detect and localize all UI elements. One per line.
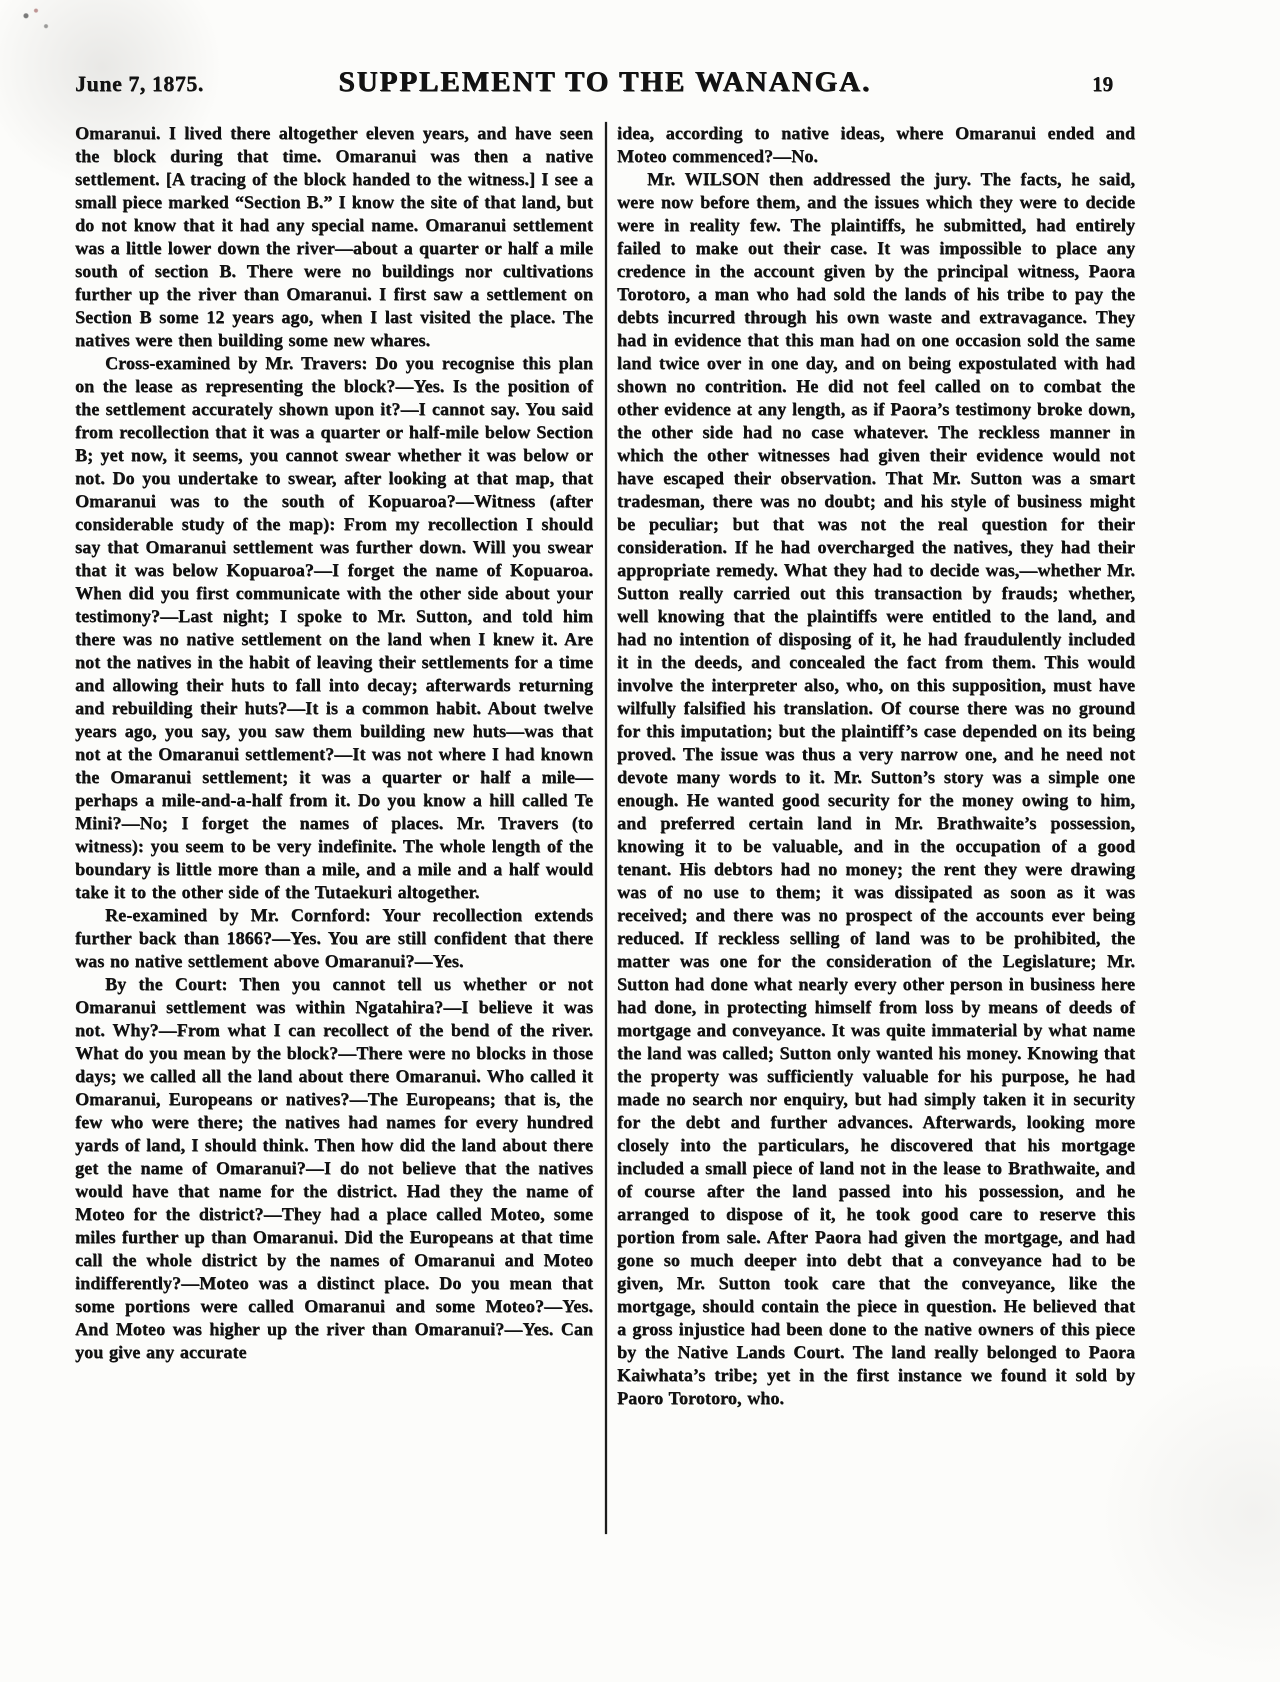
page-title: SUPPLEMENT TO THE WANANGA. (338, 66, 872, 98)
article-body (75, 122, 1135, 1534)
paragraph-cross-examination: Cross-examined by Mr. Travers: Do you recognise this plan on the lease as representing the block?—Yes. Is the position of the settlement accurately shown upon it?—I cannot say. You said from recollection that it was a quarter or half-mile below Section B; yet now, it seems, you cannot swear whether it was below or not. Do you undertake to swear, after looking at that map, that Omaranui was to the south of Kopuaroa?—Witness (after considerable study of the map): From my recollection I should say that Omaranui settlement was further down. Will you swear that it was below Kopuaroa?—I forget the name of Kopuaroa. When did you first communicate with the other side about your testimony?—Last night; I spoke to Mr. Sutton, and told him there was no native settlement on the land when I knew it. Are not the natives in the habit of leaving their settlements for a time and allowing their huts to fall into decay; afterwards returning and rebuilding their huts?—It is a common habit. About twelve years ago, you say, you saw them building new huts—was that not at the Omaranui settlement?—It was not where I had known the Omaranui settlement; it was a quarter or half a mile—perhaps a mile-and-a-half from it. Do you know a hill called Te Mini?—No; I forget the names of places. Mr. Travers (to witness): you seem to be very indefinite. The whole length of the boundary is little more than a mile, and a mile and a half would take it to the other side of the Tutaekuri altogether. (75, 353, 593, 902)
paragraph-wilson-address: Mr. WILSON then addressed the jury. The facts, he said, were now before them, and the issues which they were to decide were in reality few. The plaintiffs, he submitted, had entirely failed to make out their case. It was impossible to place any credence in the account given by the principal witness, Paora Torotoro, a man who had sold the lands of his tribe to pay the debts incurred through his own waste and extravagance. They had in evidence that this man had on one occasion sold the same land twice over in one day, and on being expostulated with had shown no contrition. He did not feel called on to combat the other evidence at any length, as if Paora’s testimony broke down, the other side had no case whatever. The reckless manner in which the other witnesses had given their evidence would not have escaped their observation. That Mr. Sutton was a smart tradesman, there was no doubt; and his style of business might be peculiar; but that was not the real question for their consideration. If he had overcharged the natives, they had their appropriate remedy. What they had to decide was,—whether Mr. Sutton really carried out this transaction by frauds; whether, well knowing that the plaintiffs were entitled to the land, and had no intention of disposing of it, he had fraudulently included it in the deeds, and concealed the fact from them. This would involve the interpreter also, who, on this supposition, must have wilfully falsified his translation. Of course there was no ground for this imputation; but the plaintiff’s case depended on its being proved. The issue was thus a very narrow one, and he need not devote many words to it. Mr. Sutton’s story was a simple one enough. He wanted good security for the money owing to him, and preferred certain land in Mr. Brathwaite’s possession, knowing it to be valuable, and in the occupation of a good tenant. His debtors had no money; the rent they were drawing was of no use to them; it was dissipated as soon as it was received; and there was no prospect of the accounts ever being reduced. If reckless selling of land was to be prohibited, the matter was one for the consideration of the Legislature; Mr. Sutton had done what nearly every other person in business here had done, in protecting himself from loss by means of deeds of mortgage and conveyance. It was quite immaterial by what name the land was called; Sutton only wanted his money. Knowing that the property was sufficiently valuable for his purpose, he had made no search nor enquiry, but had simply taken it in security for the debt and further advances. Afterwards, looking more closely into the particulars, he discovered that his mortgage included a small piece of land not in the lease to Brathwaite, and of course after the land passed into his possession, and he arranged to dispose of it, he took good care to reserve this portion from sale. After Paora had given the mortgage, and had gone so much deeper into debt that a conveyance had to be given, Mr. Sutton took care that the conveyance, like the mortgage, should contain the piece in question. He believed that a gross injustice had been done to the native owners of this piece by the Native Lands Court. The land really belonged to Paora Kaiwhata’s tribe; yet in the first instance we found it sold by Paoro Torotoro, who. (617, 169, 1135, 1408)
left-column (75, 122, 593, 1534)
issue-date: June 7, 1875. (75, 71, 204, 96)
paragraph-by-the-court: By the Court: Then you cannot tell us whether or not Omaranui settlement was within Ngatahira?—I believe it was not. Why?—From what I can recollect of the bend of the river. What do you mean by the block?—There were no blocks in those days; we called all the land about there Omaranui. Who called it Omaranui, Europeans or natives?—The Europeans; that is, the few who were there; the natives had names for every hundred yards of land, I should think. Then how did the land about there get the name of Omaranui?—I do not believe that the natives would have that name for the district. Had they the name of Moteo for the district?—They had a place called Moteo, some miles further up than Omaranui. Did the Europeans at that time call the whole district by the names of Omaranui and Moteo indifferently?—Moteo was a distinct place. Do you mean that some portions were called Omaranui and some Moteo?—Yes. And Moteo was higher up the river than Omaranui?—Yes. Can you give any accurate (75, 974, 593, 1362)
paragraph-witness-testimony: Omaranui. I lived there altogether eleven years, and have seen the block during that time. Omaranui was then a native settlement. [A tracing of the block handed to the witness.] I see a small piece marked “Section B.” I know the site of that land, but do not know that it had any special name. Omaranui settlement was a little lower down the river—about a quarter or half a mile south of section B. There were no buildings nor cultivations further up the river than Omaranui. I first saw a settlement on Section B some 12 years ago, when I last visited the place. The natives were then building some new whares. (75, 123, 593, 350)
paragraph-question-continued: idea, according to native ideas, where Omaranui ended and Moteo commenced?—No. (617, 123, 1135, 166)
page-number: 19 (1092, 72, 1113, 96)
paragraph-re-examination: Re-examined by Mr. Cornford: Your recollection extends further back than 1866?—Yes. You are still confident that there was no native settlement above Omaranui?—Yes. (75, 905, 593, 971)
column-divider (605, 122, 607, 1534)
masthead (75, 66, 1135, 118)
right-column (617, 122, 1135, 1534)
